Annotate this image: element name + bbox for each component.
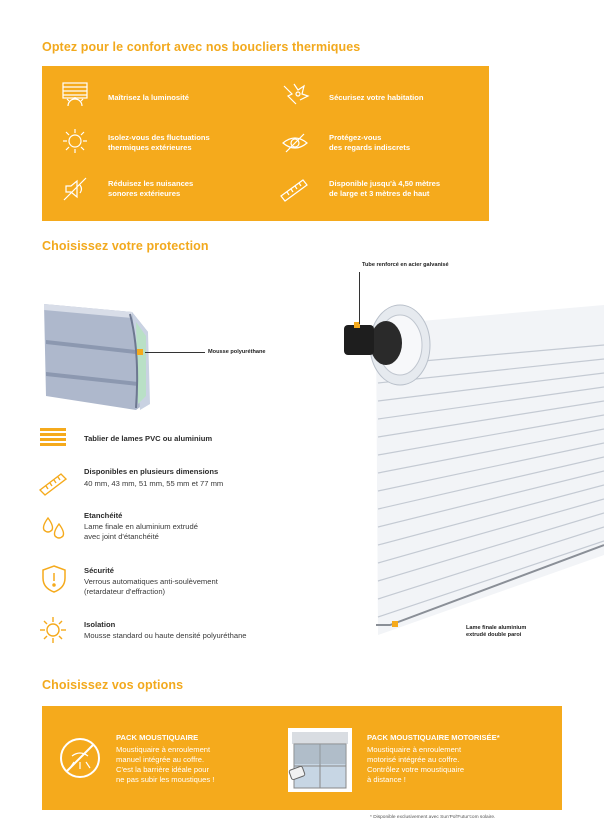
spec-desc-security: Verrous automatiques anti-soulèvement (retardateur d'effraction) xyxy=(84,577,218,596)
callout-foam: Mousse polyuréthane xyxy=(208,349,266,355)
option-mosquito-title: PACK MOUSTIQUAIRE xyxy=(116,733,199,742)
ruler-icon xyxy=(278,174,310,204)
footnote: * Disponible exclusivement avec Sun'Pol'Futur'com solaire. xyxy=(370,815,496,820)
option-motorized-title: PACK MOUSTIQUAIRE MOTORISÉE* xyxy=(367,733,500,742)
spec-title-insulation: Isolation xyxy=(84,620,116,629)
option-motorized-desc: Moustiquaire à enroulement motorisé intégrée au coffre. Contrôlez votre moustiquaire à distance ! xyxy=(367,745,465,784)
mute-speaker-icon xyxy=(60,174,90,204)
callout-line-foam xyxy=(145,352,205,353)
option-mosquito-desc: Moustiquaire à enroulement manuel intégrée au coffre. C'est la barrière idéale pour ne pas subir les moustiques ! xyxy=(116,745,215,784)
spec-title-dimensions: Disponibles en plusieurs dimensions xyxy=(84,467,219,476)
roller-shutter-illustration xyxy=(330,285,604,645)
feature-dimensions: Disponible jusqu'à 4,50 mètres de large et 3 mètres de haut xyxy=(329,179,441,198)
spec-desc-dimensions: 40 mm, 43 mm, 51 mm, 55 mm et 77 mm xyxy=(84,479,224,488)
ruler-icon xyxy=(38,470,68,496)
options-panel xyxy=(42,706,562,810)
spec-title-slats: Tablier de lames PVC ou aluminium xyxy=(84,434,213,443)
drops-icon xyxy=(40,514,68,542)
break-in-icon xyxy=(280,80,310,110)
thermal-icon xyxy=(60,126,90,156)
feature-thermal: Isolez-vous des fluctuations thermiques extérieures xyxy=(108,133,210,152)
spec-desc-insulation: Mousse standard ou haute densité polyuréthane xyxy=(84,631,247,640)
blind-icon xyxy=(60,80,90,110)
features-panel xyxy=(42,66,489,221)
shield-icon xyxy=(40,564,68,594)
feature-privacy: Protégez-vous des regards indiscrets xyxy=(329,133,411,152)
section-title-options: Choisissez vos options xyxy=(42,678,184,692)
slats-icon xyxy=(40,426,66,450)
mosquito-icon xyxy=(58,736,102,780)
callout-final-slat: Lame finale aluminium extrudé double paroi xyxy=(466,625,527,638)
section-title-comfort: Optez pour le confort avec nos boucliers thermiques xyxy=(42,40,361,54)
feature-luminosity: Maîtrisez la luminosité xyxy=(108,93,190,102)
motorized-screen-illustration xyxy=(288,728,352,792)
spec-desc-sealing: Lame finale en aluminium extrudé avec joint d'étanchéité xyxy=(84,522,198,541)
section-title-protection: Choisissez votre protection xyxy=(42,239,209,253)
callout-line-tube xyxy=(359,272,360,324)
feature-security: Sécurisez votre habitation xyxy=(329,93,424,102)
feature-noise: Réduisez les nuisances sonores extérieures xyxy=(108,179,194,198)
hidden-eye-icon xyxy=(280,128,310,158)
callout-tube: Tube renforcé en acier galvanisé xyxy=(362,262,449,268)
spec-title-security: Sécurité xyxy=(84,566,114,575)
spec-title-sealing: Etanchéité xyxy=(84,511,123,520)
snowflake-sun-icon xyxy=(38,615,68,645)
slat-cross-section-illustration xyxy=(40,292,160,412)
